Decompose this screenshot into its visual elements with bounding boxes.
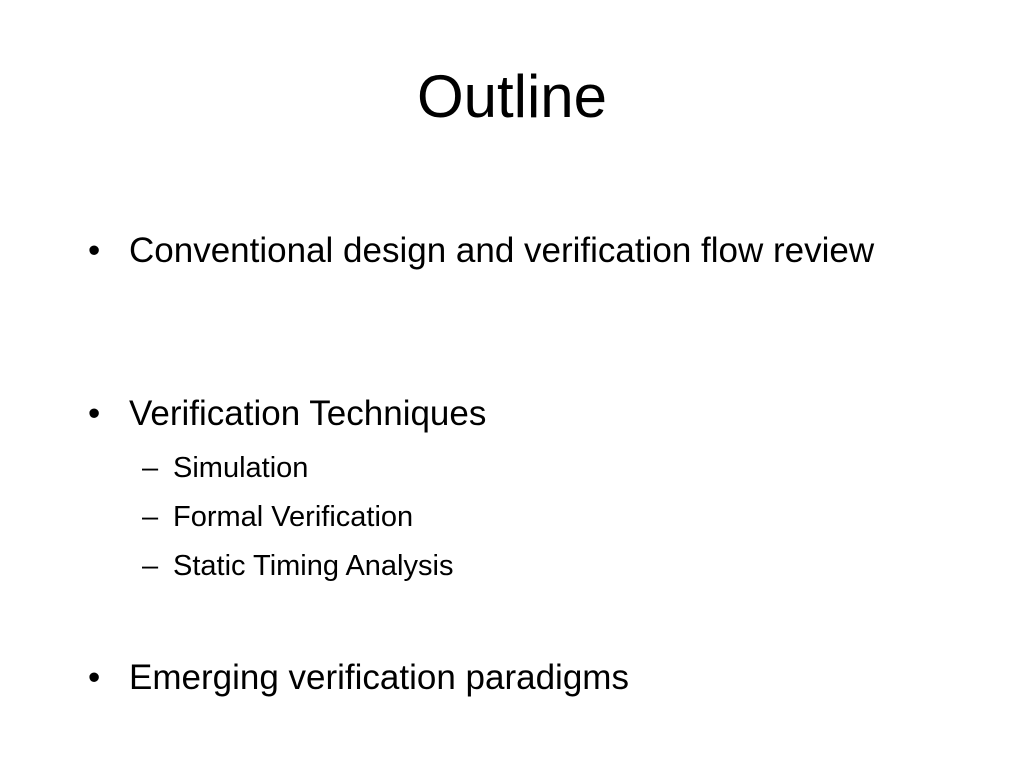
sub-bullet-text: Formal Verification xyxy=(173,501,414,533)
bullet-item xyxy=(88,655,888,701)
bullet-item xyxy=(88,391,888,437)
bullet-item xyxy=(88,228,888,274)
bullet-icon: • xyxy=(88,658,101,697)
sub-bullet-item xyxy=(142,499,842,535)
dash-icon: – xyxy=(142,501,159,533)
bullet-text: Verification Techniques xyxy=(129,394,487,433)
bullet-icon: • xyxy=(88,231,101,270)
dash-icon: – xyxy=(142,452,159,484)
bullet-text: Conventional design and verification flow review xyxy=(129,231,875,270)
sub-bullet-text: Simulation xyxy=(173,452,309,484)
slide-title: Outline xyxy=(416,63,608,130)
bullet-text: Emerging verification paradigms xyxy=(129,658,629,697)
sub-bullet-text: Static Timing Analysis xyxy=(173,550,454,582)
sub-bullet-item xyxy=(142,450,842,486)
dash-icon: – xyxy=(142,550,159,582)
sub-bullet-item xyxy=(142,548,842,584)
bullet-icon: • xyxy=(88,394,101,433)
